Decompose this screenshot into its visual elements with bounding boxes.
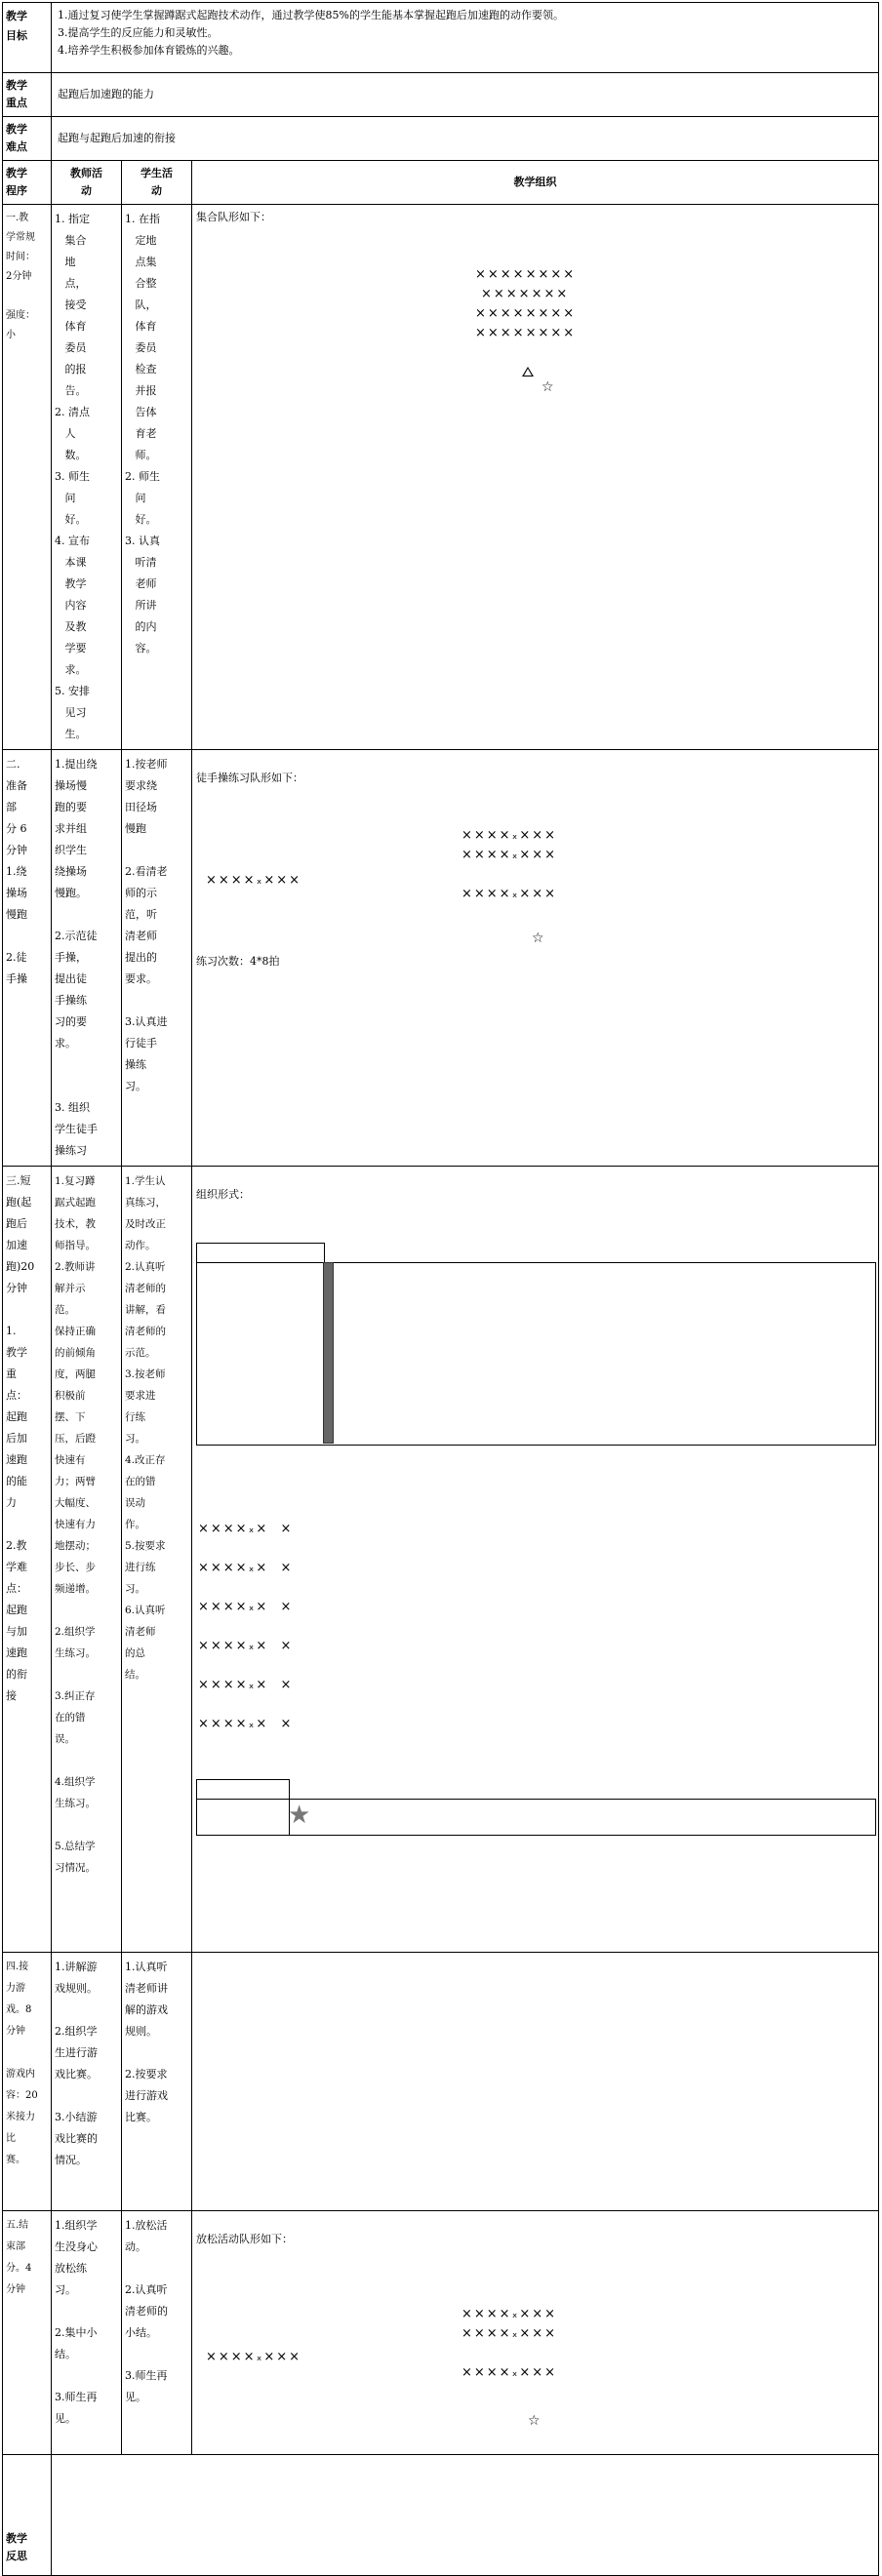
objective-line: 1.通过复习使学生掌握蹲踞式起跑技术动作，通过教学使85%的学生能基本掌握起跑后加速跑的动作要领。 xyxy=(58,9,564,21)
difficulty-row xyxy=(3,117,879,161)
teacher-activity-relay-game: 1.讲解游 戏规则。 2.组织学 生进行游 戏比赛。 3.小结游 戏比赛的 情况。 xyxy=(52,1953,122,2211)
difficulty-text: 起跑与起跑后加速的衔接 xyxy=(52,117,879,161)
reflection-row xyxy=(3,2455,879,2576)
key-point-label: 教学 重点 xyxy=(3,73,52,117)
student-activity-header: 学生活 动 xyxy=(122,161,192,205)
formation-row: ×××××××× xyxy=(475,326,577,340)
objectives-row xyxy=(3,3,879,73)
formation-row: ××××ₓ××× xyxy=(461,2326,558,2341)
lesson-plan-table xyxy=(2,2,879,2576)
student-activity-relay-game: 1.认真听 清老师讲 解的游戏 规则。 2.按要求 进行游戏 比赛。 xyxy=(122,1953,192,2211)
organization-routine xyxy=(192,205,879,750)
procedure-warmup: 二. 准备 部 分 6 分钟 1.绕 操场 慢跑 2.徒 手操 xyxy=(3,750,52,1167)
formation-row: ××××ₓ××× xyxy=(461,887,558,901)
student-activity-cooldown: 1.放松活 动。 2.认真听 清老师的 小结。 3.师生再 见。 xyxy=(122,2211,192,2455)
objective-line: 3.提高学生的反应能力和灵敏性。 xyxy=(58,26,219,39)
formation-row: ××××ₓ××× xyxy=(461,848,558,862)
teacher-activity-header: 教师活 动 xyxy=(52,161,122,205)
formation-row: ××××ₓ××× xyxy=(461,2307,558,2321)
key-point-row xyxy=(3,73,879,117)
student-activity-routine: 1. 在指 定地 点集 合整 队， 体育 委员 检查 并报 告体 育老 师。 2. 师生 问 好。 3. 认真 听清 老师 所讲 的内 容。 xyxy=(122,205,192,750)
column-header-row xyxy=(3,161,879,205)
reflection-label: 教学 反思 xyxy=(3,2455,52,2576)
formation-row: ××××ₓ× × xyxy=(198,1639,294,1653)
formation-row: ××××××× xyxy=(481,287,570,301)
formation-title: 组织形式： xyxy=(196,1188,250,1201)
organization-header: 教学组织 xyxy=(192,161,879,205)
section-relay-game xyxy=(3,1953,879,2211)
objective-line: 4.培养学生积极参加体育锻炼的兴趣。 xyxy=(58,44,240,57)
formation-row: ×××××××× xyxy=(475,306,577,321)
formation-row: ××××ₓ××× xyxy=(461,2365,558,2380)
track-start-zone xyxy=(196,1262,326,1446)
objectives-label: 教学 目标 xyxy=(3,3,52,73)
formation-row: ××××ₓ× × xyxy=(198,1717,294,1731)
teacher-activity-sprint: 1.复习蹲 踞式起跑 技术，教 师指导。 2.教师讲 解并示 范。 保持正确 的前倾角 度，两腿 积极前 摆、下 压，后蹬 快速有 力；两臂 大幅度、 快速有力 地摆动； 步长、步 频递增。 2.组织学 生练习。 3.纠正存 在的错 误。 4.组织学 生练习。 5.总结学 习情况。 xyxy=(52,1167,122,1953)
lesson-plan-page xyxy=(2,2,878,2562)
reflection-cell xyxy=(52,2455,879,2576)
student-activity-sprint: 1.学生认 真练习， 及时改正 动作。 2.认真听 清老师的 讲解，看 清老师的 示范。 3.按老师 要求进 行练 习。 4.改正存 在的错 误动 作。 5.按要求 进行练 习。 6.认真听 清老师 的总 结。 xyxy=(122,1167,192,1953)
formation-row-left: ××××ₓ××× xyxy=(206,2350,302,2364)
formation-row: ××××ₓ× × xyxy=(198,1678,294,1692)
organization-warmup xyxy=(192,750,879,1167)
formation-title: 徒手操练习队形如下： xyxy=(196,772,303,784)
procedure-sprint: 三.短 跑(起 跑后 加速 跑)20 分钟 1. 教学 重 点： 起跑 后加 速跑 的能 力 2.教 学难 点： 起跑 与加 速跑 的衔 接 xyxy=(3,1167,52,1953)
section-routine xyxy=(3,205,879,750)
star-icon: ★ xyxy=(288,1801,311,1830)
formation-title: 放松活动队形如下： xyxy=(196,2233,293,2245)
organization-relay-game xyxy=(192,1953,879,2211)
procedure-header: 教学 程序 xyxy=(3,161,52,205)
start-area-box xyxy=(196,1243,325,1264)
formation-row: ××××ₓ× × xyxy=(198,1600,294,1614)
formation-title: 集合队形如下： xyxy=(196,211,271,223)
organization-cooldown xyxy=(192,2211,879,2455)
organization-sprint xyxy=(192,1167,879,1953)
section-warmup xyxy=(3,750,879,1167)
section-cooldown xyxy=(3,2211,879,2455)
teacher-activity-warmup: 1.提出绕 操场慢 跑的要 求并组 织学生 绕操场 慢跑。 2.示范徒 手操， 提出徒 手操练 习的要 求。 3. 组织 学生徒手 操练习 xyxy=(52,750,122,1167)
practice-count: 练习次数：4*8拍 xyxy=(196,955,280,968)
formation-row-left: ××××ₓ××× xyxy=(206,873,302,888)
procedure-routine: 一.教 学常规 时间： 2分钟 强度： 小 xyxy=(3,205,52,750)
finish-area-box xyxy=(196,1779,290,1801)
star-icon: ☆ xyxy=(541,379,554,395)
formation-row: ××××ₓ× × xyxy=(198,1522,294,1536)
teacher-triangle-icon xyxy=(522,367,534,376)
section-sprint xyxy=(3,1167,879,1953)
star-icon: ☆ xyxy=(528,2413,541,2429)
finish-start-zone xyxy=(196,1799,290,1836)
start-line-bar xyxy=(323,1262,334,1444)
formation-row: ××××ₓ× × xyxy=(198,1561,294,1575)
procedure-relay-game: 四.接 力游 戏。8 分钟 游戏内 容：20 米接力 比 赛。 xyxy=(3,1953,52,2211)
star-icon: ☆ xyxy=(532,931,544,946)
teacher-activity-routine: 1. 指定 集合 地 点， 接受 体育 委员 的报 告。 2. 清点 人 数。 3. 师生 问 好。 4. 宣布 本课 教学 内容 及教 学要 求。 5. 安排 见习 生。 xyxy=(52,205,122,750)
procedure-cooldown: 五.结 束部 分。4 分钟 xyxy=(3,2211,52,2455)
student-activity-warmup: 1.按老师 要求绕 田径场 慢跑 2.看清老 师的示 范，听 清老师 提出的 要求。 3.认真进 行徒手 操练 习。 xyxy=(122,750,192,1167)
key-point-text: 起跑后加速跑的能力 xyxy=(52,73,879,117)
formation-row: ××××ₓ××× xyxy=(461,828,558,843)
teacher-activity-cooldown: 1.组织学 生没身心 放松练 习。 2.集中小 结。 3.师生再 见。 xyxy=(52,2211,122,2455)
difficulty-label: 教学 难点 xyxy=(3,117,52,161)
objectives-cell xyxy=(52,3,879,73)
formation-row: ×××××××× xyxy=(475,267,577,282)
